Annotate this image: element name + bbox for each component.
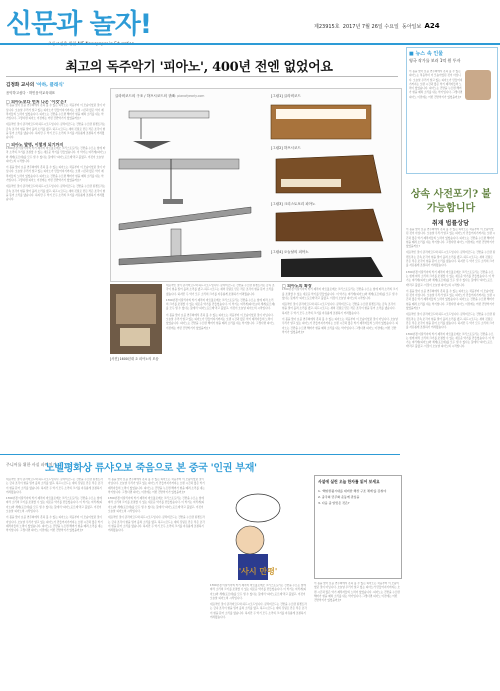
author-name: [6, 82, 106, 88]
person-portrait: [465, 70, 491, 100]
column-name: '아하, 클래식': [35, 83, 65, 88]
article-paragraph: 대표적인 것이 클라비코드와 하프시코드입니다. 클라비코드는 건반을 누르면 탄젠트라는 금속 조각이 현을 밀어 올려 소리를 냈고, 하프시코드는 새의 깃털로 만든 작은 조각이 현을 뜯어 소리를 냈습니다. 하지만 두 악기 모두 소리의 크기를 자유롭게 조절하기 어려웠습니다.: [166, 284, 275, 296]
bottom-headline: 노벨평화상 류샤오보 죽음으로 본 중국 '인권 부재': [45, 463, 257, 474]
issue-date: 2017년 7월 26일 수요일: [342, 24, 399, 30]
column-title: 상속 사전포기? 불가능합니다: [410, 189, 492, 214]
article-paragraph: 1700년경 이탈리아의 악기 제작자 바르톨로메오 크리스토포리는 건반을 누르는 힘에 따라 소리의 크기를 조절할 수 있는 새로운 악기를 만들었습니다. 이 악기는 여리게(피아노)와 세게(포르테)를 모두 낼 수 있다는 뜻에서 '피아노포르테'라고 불렸고, 이것이 오늘날 피아노의 시작입니다.: [282, 288, 398, 300]
sidebar-paragraph: 이 봄을 맞아 요즘 연주회에서 흔히 볼 수 있는 피아노는 처음부터 이 모습이었던 것이 아닙니다. 오늘날 우리가 알고 있는 피아노가 만들어지기까지는 오랜 시간과 많은 악기 제작자들의 노력이 있었습니다. 피아노는 건반을 누르면 해머가 현을 때려 소리를 내는 악기입니다. 그렇다면 피아노 이전에는 어떤 건반악기가 있었을까요?: [406, 289, 496, 311]
byline-block: [6, 82, 106, 95]
bottom-left-column: [6, 478, 104, 684]
quiz-item: 2. 중국의 민주화 운동에 관심을: [318, 495, 360, 499]
author-label: 김정화 교사의: [6, 83, 35, 88]
masthead-title: 신문과 놀자!: [6, 9, 152, 40]
bottom-paragraph: 1700년경 이탈리아의 악기 제작자 바르톨로메오 크리스토포리는 건반을 누르는 힘에 따라 소리의 크기를 조절할 수 있는 새로운 악기를 만들었습니다. 이 악기는 여리게(피아노)와 세게(포르테)를 모두 낼 수 있다는 뜻에서 '피아노포르테'라고 불렸고, 이것이 오늘날 피아노의 시작입니다.: [210, 584, 307, 600]
fig-label-3: [그림3] 크리스토포리 피아노: [271, 202, 316, 206]
cartoon-illustration: [210, 478, 308, 582]
photo-caption: [사진] 1600년대 초 피아노의 모습: [110, 357, 159, 361]
headline-rule: [6, 76, 398, 77]
masthead-rule: [0, 43, 500, 45]
article-paragraph: 대표적인 것이 클라비코드와 하프시코드입니다. 클라비코드는 건반을 누르면 탄젠트라는 금속 조각이 현을 밀어 올려 소리를 냈고, 하프시코드는 새의 깃털로 만든 작은 조각이 현을 뜯어 소리를 냈습니다. 하지만 두 악기 모두 소리의 크기를 자유롭게 조절하기 어려웠습니다.: [282, 303, 396, 315]
sidebar-paragraph: 1700년경 이탈리아의 악기 제작자 바르톨로메오 크리스토포리는 건반을 누르는 힘에 따라 소리의 크기를 조절할 수 있는 새로운 악기를 만들었습니다. 이 악기는 여리게(피아노)와 세게(포르테)를 모두 낼 수 있다는 뜻에서 '피아노포르테'라고 불렸고, 이것이 오늘날 피아노의 시작입니다.: [406, 332, 495, 349]
bottom-paragraph: 1700년경 이탈리아의 악기 제작자 바르톨로메오 크리스토포리는 건반을 누르는 힘에 따라 소리의 크기를 조절할 수 있는 새로운 악기를 만들었습니다. 이 악기는 여리게(피아노)와 세게(포르테)를 모두 낼 수 있다는 뜻에서 '피아노포르테'라고 불렸고, 이것이 오늘날 피아노의 시작입니다.: [6, 497, 103, 514]
sidebar-column-text: [406, 228, 496, 668]
bottom-far-column: [314, 582, 400, 670]
article-headline: 최고의 독주악기 '피아노', 400년 전엔 없었어요: [65, 60, 333, 75]
bottom-paragraph: 대표적인 것이 클라비코드와 하프시코드입니다. 클라비코드는 건반을 누르면 탄젠트라는 금속 조각이 현을 밀어 올려 소리를 냈고, 하프시코드는 새의 깃털로 만든 작은 조각이 현을 뜯어 소리를 냈습니다. 하지만 두 악기 모두 소리의 크기를 자유롭게 조절하기 어려웠습니다.: [108, 516, 205, 533]
header-meta: [314, 22, 440, 30]
news-person-subtitle: 영국 작가를 보러 1억 원 투자: [409, 58, 461, 63]
bottom-right-column: [210, 584, 308, 684]
article-paragraph: 대표적인 것이 클라비코드와 하프시코드입니다. 클라비코드는 건반을 누르면 탄젠트라는 금속 조각이 현을 밀어 올려 소리를 냈고, 하프시코드는 새의 깃털로 만든 작은 조각이 현을 뜯어 소리를 냈습니다. 하지만 두 악기 모두 소리의 크기를 자유롭게 조절하기 어려웠습니다.: [6, 185, 106, 202]
bottom-kicker: 주니어를 위한 사실 파헤치기: [6, 462, 57, 467]
article-paragraph: 1700년경 이탈리아의 악기 제작자 바르톨로메오 크리스토포리는 건반을 누르는 힘에 따라 소리의 크기를 조절할 수 있는 새로운 악기를 만들었습니다. 이 악기는 여리게(피아노)와 세게(포르테)를 모두 낼 수 있다는 뜻에서 '피아노포르테'라고 불렸고, 이것이 오늘날 피아노의 시작입니다.: [166, 298, 276, 311]
quiz-item: 3. 다음 중 알맞은 것은?: [318, 501, 350, 505]
quiz-item: 1. '해양관광시대를 대비한 해상 구조 체계'를 갖춰야: [318, 489, 387, 493]
keyboard-mechanism-diagram: [111, 89, 401, 281]
bottom-divider: [0, 454, 400, 455]
bottom-paragraph: 1700년경 이탈리아의 악기 제작자 바르톨로메오 크리스토포리는 건반을 누르는 힘에 따라 소리의 크기를 조절할 수 있는 새로운 악기를 만들었습니다. 이 악기는 여리게(피아노)와 세게(포르테)를 모두 낼 수 있다는 뜻에서 '피아노포르테'라고 불렸고, 이것이 오늘날 피아노의 시작입니다.: [108, 497, 205, 514]
paper-name: 동아일보: [401, 24, 422, 30]
subhead-3: □ 피아노의 확장: [282, 284, 312, 288]
illustration-frame: [110, 88, 402, 282]
article-paragraph: 이 봄을 맞아 요즘 연주회에서 흔히 볼 수 있는 피아노는 처음부터 이 모습이었던 것이 아닙니다. 오늘날 우리가 알고 있는 피아노가 만들어지기까지는 오랜 시간과 많은 악기 제작자들의 노력이 있었습니다. 피아노는 건반을 누르면 해머가 현을 때려 소리를 내는 악기입니다. 그렇다면 피아노 이전에는 어떤 건반악기가 있었을까요?: [282, 318, 398, 334]
bottom-paragraph: 이 봄을 맞아 요즘 연주회에서 흔히 볼 수 있는 피아노는 처음부터 이 모습이었던 것이 아닙니다. 오늘날 우리가 알고 있는 피아노가 만들어지기까지는 오랜 시간과 많은 악기 제작자들의 노력이 있었습니다. 피아노는 건반을 누르면 해머가 현을 때려 소리를 내는 악기입니다. 그렇다면 피아노 이전에는 어떤 건반악기가 있었을까요?: [108, 478, 205, 494]
sidebar-paragraph: 1700년경 이탈리아의 악기 제작자 바르톨로메오 크리스토포리는 건반을 누르는 힘에 따라 소리의 크기를 조절할 수 있는 새로운 악기를 만들었습니다. 이 악기는 여리게(피아노)와 세게(포르테)를 모두 낼 수 있다는 뜻에서 '피아노포르테'라고 불렸고, 이것이 오늘날 피아노의 시작입니다.: [406, 270, 495, 287]
fig-label-4: [그림4] 오늘날의 피아노: [271, 250, 309, 254]
subhead-2: □ 피아노 발명, 이렇게 되기까지: [6, 141, 64, 147]
quiz-title: 사설에 실린 오늘 한자를 읽어 보세요: [318, 479, 380, 484]
sidebar-paragraph: 대표적인 것이 클라비코드와 하프시코드입니다. 클라비코드는 건반을 누르면 탄젠트라는 금속 조각이 현을 밀어 올려 소리를 냈고, 하프시코드는 새의 깃털로 만든 작은 조각이 현을 뜯어 소리를 냈습니다. 하지만 두 악기 모두 소리의 크기를 자유롭게 조절하기 어려웠습니다.: [406, 313, 496, 330]
bottom-paragraph: 대표적인 것이 클라비코드와 하프시코드입니다. 클라비코드는 건반을 누르면 탄젠트라는 금속 조각이 현을 밀어 올려 소리를 냈고, 하프시코드는 새의 깃털로 만든 작은 조각이 현을 뜯어 소리를 냈습니다. 하지만 두 악기 모두 소리의 크기를 자유롭게 조절하기 어려웠습니다.: [210, 603, 307, 620]
column-author: 취재 법률상담: [432, 220, 469, 227]
article-paragraph: 이 봄을 맞아 요즘 연주회에서 흔히 볼 수 있는 피아노는 처음부터 이 모습이었던 것이 아닙니다. 오늘날 우리가 알고 있는 피아노가 만들어지기까지는 오랜 시간과 많은 악기 제작자들의 노력이 있었습니다. 피아노는 건반을 누르면 해머가 현을 때려 소리를 내는 악기입니다. 그렇다면 피아노 이전에는 어떤 건반악기가 있었을까요?: [166, 313, 275, 330]
article-paragraph: 대표적인 것이 클라비코드와 하프시코드입니다. 클라비코드는 건반을 누르면 탄젠트라는 금속 조각이 현을 밀어 올려 소리를 냈고, 하프시코드는 새의 깃털로 만든 작은 조각이 현을 뜯어 소리를 냈습니다. 하지만 두 악기 모두 소리의 크기를 자유롭게 조절하기 어려웠습니다.: [6, 123, 106, 140]
subhead-1: □ 피아노보다 먼저 나온 '이것'은?: [6, 100, 67, 104]
cartoon-label: '사시 만평': [238, 567, 278, 576]
fig-credit: 출처: pianofyearly.com: [169, 94, 205, 98]
bottom-paragraph: 이 봄을 맞아 요즘 연주회에서 흔히 볼 수 있는 피아노는 처음부터 이 모습이었던 것이 아닙니다. 오늘날 우리가 알고 있는 피아노가 만들어지기까지는 오랜 시간과 많은 악기 제작자들의 노력이 있었습니다. 피아노는 건반을 누르면 해머가 현을 때려 소리를 내는 악기입니다. 그렇다면 피아노 이전에는 어떤 건반악기가 있었을까요?: [314, 582, 400, 603]
harpsichord-photo: [110, 284, 162, 354]
news-person-title: ■ 뉴스 속 인물: [409, 51, 444, 57]
fig-label-0: 클라비코드의 구조 / 하프시코드의 구조: [115, 94, 175, 98]
author-affiliation: 음악하고싶다 · 허민음악교육대표: [6, 91, 56, 95]
article-paragraph: 이 봄을 맞아 요즘 연주회에서 흔히 볼 수 있는 피아노는 처음부터 이 모습이었던 것이 아닙니다. 오늘날 우리가 알고 있는 피아노가 만들어지기까지는 오랜 시간과 많은 악기 제작자들의 노력이 있었습니다. 피아노는 건반을 누르면 해머가 현을 때려 소리를 내는 악기입니다. 그렇다면 피아노 이전에는 어떤 건반악기가 있었을까요?: [6, 104, 106, 121]
sidebar-paragraph: 대표적인 것이 클라비코드와 하프시코드입니다. 클라비코드는 건반을 누르면 탄젠트라는 금속 조각이 현을 밀어 올려 소리를 냈고, 하프시코드는 새의 깃털로 만든 작은 조각이 현을 뜯어 소리를 냈습니다. 하지만 두 악기 모두 소리의 크기를 자유롭게 조절하기 어려웠습니다.: [406, 251, 496, 268]
news-person-text: [409, 70, 463, 170]
article-middle-column: [166, 284, 276, 452]
bottom-paragraph: 대표적인 것이 클라비코드와 하프시코드입니다. 클라비코드는 건반을 누르면 탄젠트라는 금속 조각이 현을 밀어 올려 소리를 냈고, 하프시코드는 새의 깃털로 만든 작은 조각이 현을 뜯어 소리를 냈습니다. 하지만 두 악기 모두 소리의 크기를 자유롭게 조절하기 어려웠습니다.: [6, 478, 103, 494]
issue-number: 제23915호: [314, 24, 340, 30]
article-paragraph: 이 봄을 맞아 요즘 연주회에서 흔히 볼 수 있는 피아노는 처음부터 이 모습이었던 것이 아닙니다. 오늘날 우리가 알고 있는 피아노가 만들어지기까지는 오랜 시간과 많은 악기 제작자들의 노력이 있었습니다. 피아노는 건반을 누르면 해머가 현을 때려 소리를 내는 악기입니다. 그렇다면 피아노 이전에는 어떤 건반악기가 있었을까요?: [6, 166, 106, 183]
article-left-column: [6, 100, 106, 450]
quiz-box: [314, 475, 402, 579]
article-right-column: [282, 284, 398, 452]
sidebar-paragraph: 이 봄을 맞아 요즘 연주회에서 흔히 볼 수 있는 피아노는 처음부터 이 모습이었던 것이 아닙니다. 오늘날 우리가 알고 있는 피아노가 만들어지기까지는 오랜 시간과 많은 악기 제작자들의 노력이 있었습니다. 피아노는 건반을 누르면 해머가 현을 때려 소리를 내는 악기입니다. 그렇다면 피아노 이전에는 어떤 건반악기가 있었을까요?: [409, 70, 463, 99]
fig-label-1: [그림1] 클라비코드: [271, 94, 301, 98]
article-paragraph: 1700년경 이탈리아의 악기 제작자 바르톨로메오 크리스토포리는 건반을 누르는 힘에 따라 소리의 크기를 조절할 수 있는 새로운 악기를 만들었습니다. 이 악기는 여리게(피아노)와 세게(포르테)를 모두 낼 수 있다는 뜻에서 '피아노포르테'라고 불렸고, 이것이 오늘날 피아노의 시작입니다.: [6, 146, 106, 163]
quiz-items: [315, 488, 401, 506]
fig-label-2: [그림2] 하프시코드: [271, 146, 301, 150]
bottom-middle-column: [108, 478, 206, 684]
page-number: A24: [424, 22, 440, 30]
sidebar-paragraph: 이 봄을 맞아 요즘 연주회에서 흔히 볼 수 있는 피아노는 처음부터 이 모습이었던 것이 아닙니다. 오늘날 우리가 알고 있는 피아노가 만들어지기까지는 오랜 시간과 많은 악기 제작자들의 노력이 있었습니다. 피아노는 건반을 누르면 해머가 현을 때려 소리를 내는 악기입니다. 그렇다면 피아노 이전에는 어떤 건반악기가 있었을까요?: [406, 228, 496, 249]
bottom-paragraph: 이 봄을 맞아 요즘 연주회에서 흔히 볼 수 있는 피아노는 처음부터 이 모습이었던 것이 아닙니다. 오늘날 우리가 알고 있는 피아노가 만들어지기까지는 오랜 시간과 많은 악기 제작자들의 노력이 있었습니다. 피아노는 건반을 누르면 해머가 현을 때려 소리를 내는 악기입니다. 그렇다면 피아노 이전에는 어떤 건반악기가 있었을까요?: [6, 516, 103, 533]
